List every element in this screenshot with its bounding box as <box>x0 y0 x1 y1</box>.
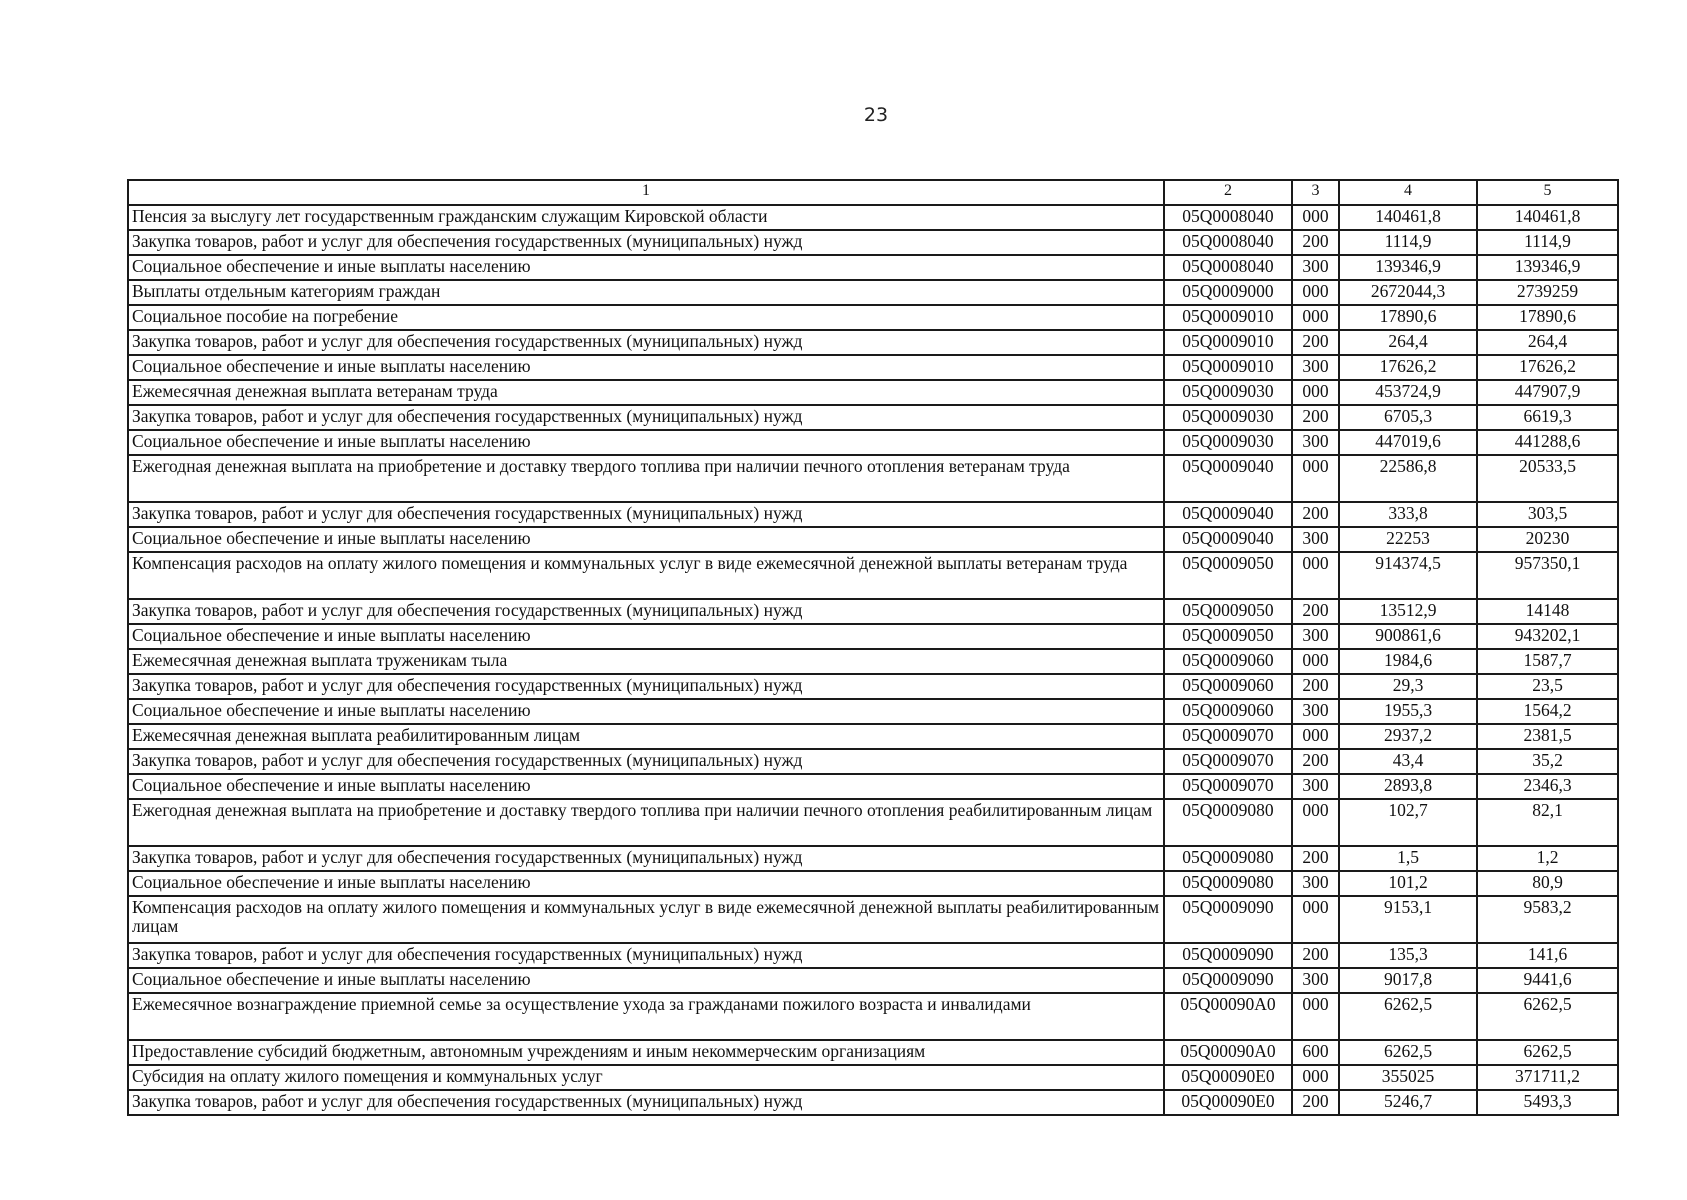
table-row <box>128 205 1618 230</box>
row-expense-type: 000 <box>1292 280 1339 305</box>
table-row <box>128 1065 1618 1090</box>
row-value-col4: 139346,9 <box>1339 255 1477 280</box>
row-expense-type: 000 <box>1292 455 1339 502</box>
table-row <box>128 527 1618 552</box>
row-name: Социальное обеспечение и иные выплаты населению <box>128 968 1164 993</box>
row-value-col5: 9583,2 <box>1477 896 1618 943</box>
row-value-col4: 1984,6 <box>1339 649 1477 674</box>
table-row <box>128 430 1618 455</box>
row-value-col5: 957350,1 <box>1477 552 1618 599</box>
row-code: 05Q00090E0 <box>1164 1065 1292 1090</box>
row-name: Социальное обеспечение и иные выплаты населению <box>128 527 1164 552</box>
table-row <box>128 455 1618 502</box>
row-value-col5: 17626,2 <box>1477 355 1618 380</box>
row-name: Закупка товаров, работ и услуг для обеспечения государственных (муниципальных) нужд <box>128 1090 1164 1115</box>
row-expense-type: 300 <box>1292 624 1339 649</box>
row-value-col4: 6262,5 <box>1339 1040 1477 1065</box>
table-row <box>128 305 1618 330</box>
row-value-col5: 2739259 <box>1477 280 1618 305</box>
row-value-col5: 1587,7 <box>1477 649 1618 674</box>
row-expense-type: 600 <box>1292 1040 1339 1065</box>
table-row <box>128 674 1618 699</box>
row-value-col5: 1,2 <box>1477 846 1618 871</box>
row-expense-type: 000 <box>1292 993 1339 1040</box>
row-expense-type: 200 <box>1292 1090 1339 1115</box>
row-value-col5: 5493,3 <box>1477 1090 1618 1115</box>
row-expense-type: 300 <box>1292 430 1339 455</box>
row-value-col4: 102,7 <box>1339 799 1477 846</box>
row-name: Выплаты отдельным категориям граждан <box>128 280 1164 305</box>
row-code: 05Q0009090 <box>1164 896 1292 943</box>
row-code: 05Q0009030 <box>1164 405 1292 430</box>
row-code: 05Q00090E0 <box>1164 1090 1292 1115</box>
row-expense-type: 000 <box>1292 305 1339 330</box>
row-value-col4: 447019,6 <box>1339 430 1477 455</box>
row-expense-type: 200 <box>1292 846 1339 871</box>
table-row <box>128 993 1618 1040</box>
table-row <box>128 280 1618 305</box>
row-value-col4: 29,3 <box>1339 674 1477 699</box>
row-name: Социальное обеспечение и иные выплаты населению <box>128 355 1164 380</box>
row-code: 05Q0009060 <box>1164 699 1292 724</box>
row-code: 05Q0009090 <box>1164 943 1292 968</box>
row-value-col4: 9017,8 <box>1339 968 1477 993</box>
row-value-col4: 6705,3 <box>1339 405 1477 430</box>
row-value-col4: 22586,8 <box>1339 455 1477 502</box>
header-col-1: 1 <box>128 180 1164 205</box>
row-name: Закупка товаров, работ и услуг для обеспечения государственных (муниципальных) нужд <box>128 846 1164 871</box>
row-value-col5: 141,6 <box>1477 943 1618 968</box>
header-col-3: 3 <box>1292 180 1339 205</box>
row-code: 05Q0009080 <box>1164 846 1292 871</box>
row-code: 05Q0009010 <box>1164 330 1292 355</box>
row-value-col4: 140461,8 <box>1339 205 1477 230</box>
row-code: 05Q0009070 <box>1164 774 1292 799</box>
row-code: 05Q0009090 <box>1164 968 1292 993</box>
row-expense-type: 200 <box>1292 749 1339 774</box>
row-value-col4: 2672044,3 <box>1339 280 1477 305</box>
row-value-col4: 453724,9 <box>1339 380 1477 405</box>
table-row <box>128 649 1618 674</box>
row-code: 05Q0009050 <box>1164 599 1292 624</box>
row-name: Компенсация расходов на оплату жилого помещения и коммунальных услуг в виде ежемесячной денежной выплаты ветеранам труда <box>128 552 1164 599</box>
table-row <box>128 1040 1618 1065</box>
row-code: 05Q0009080 <box>1164 871 1292 896</box>
page-number: 23 <box>863 104 889 126</box>
row-value-col4: 1955,3 <box>1339 699 1477 724</box>
row-expense-type: 000 <box>1292 205 1339 230</box>
row-code: 05Q0009050 <box>1164 552 1292 599</box>
table-row <box>128 502 1618 527</box>
row-value-col4: 5246,7 <box>1339 1090 1477 1115</box>
row-code: 05Q0009070 <box>1164 749 1292 774</box>
row-name: Социальное обеспечение и иные выплаты населению <box>128 774 1164 799</box>
row-expense-type: 200 <box>1292 943 1339 968</box>
row-code: 05Q0009060 <box>1164 674 1292 699</box>
row-expense-type: 300 <box>1292 699 1339 724</box>
table-row <box>128 230 1618 255</box>
table-row <box>128 380 1618 405</box>
table-row <box>128 846 1618 871</box>
row-value-col4: 9153,1 <box>1339 896 1477 943</box>
row-expense-type: 200 <box>1292 502 1339 527</box>
row-value-col4: 13512,9 <box>1339 599 1477 624</box>
row-value-col5: 14148 <box>1477 599 1618 624</box>
row-name: Социальное обеспечение и иные выплаты населению <box>128 255 1164 280</box>
row-value-col5: 82,1 <box>1477 799 1618 846</box>
row-name: Закупка товаров, работ и услуг для обеспечения государственных (муниципальных) нужд <box>128 674 1164 699</box>
row-code: 05Q0009080 <box>1164 799 1292 846</box>
row-code: 05Q0009050 <box>1164 624 1292 649</box>
row-name: Закупка товаров, работ и услуг для обеспечения государственных (муниципальных) нужд <box>128 599 1164 624</box>
row-name: Социальное обеспечение и иные выплаты населению <box>128 430 1164 455</box>
row-value-col4: 101,2 <box>1339 871 1477 896</box>
table-row <box>128 724 1618 749</box>
header-col-5: 5 <box>1477 180 1618 205</box>
row-name: Предоставление субсидий бюджетным, автономным учреждениям и иным некоммерческим организациям <box>128 1040 1164 1065</box>
row-name: Закупка товаров, работ и услуг для обеспечения государственных (муниципальных) нужд <box>128 330 1164 355</box>
row-name: Компенсация расходов на оплату жилого помещения и коммунальных услуг в виде ежемесячной денежной выплаты реабилитированным лицам <box>128 896 1164 943</box>
row-code: 05Q0008040 <box>1164 255 1292 280</box>
row-code: 05Q0009070 <box>1164 724 1292 749</box>
row-value-col4: 914374,5 <box>1339 552 1477 599</box>
row-name: Закупка товаров, работ и услуг для обеспечения государственных (муниципальных) нужд <box>128 502 1164 527</box>
row-value-col5: 35,2 <box>1477 749 1618 774</box>
row-code: 05Q0009040 <box>1164 527 1292 552</box>
header-col-4: 4 <box>1339 180 1477 205</box>
budget-table <box>127 179 1619 1116</box>
row-code: 05Q0009040 <box>1164 455 1292 502</box>
table-row <box>128 330 1618 355</box>
row-name: Ежемесячная денежная выплата ветеранам труда <box>128 380 1164 405</box>
table-row <box>128 255 1618 280</box>
table-row <box>128 1090 1618 1115</box>
row-value-col4: 2937,2 <box>1339 724 1477 749</box>
row-expense-type: 000 <box>1292 1065 1339 1090</box>
row-name: Социальное обеспечение и иные выплаты населению <box>128 699 1164 724</box>
table-row <box>128 774 1618 799</box>
row-name: Субсидия на оплату жилого помещения и коммунальных услуг <box>128 1065 1164 1090</box>
row-name: Ежегодная денежная выплата на приобретение и доставку твердого топлива при наличии печного отопления ветеранам труда <box>128 455 1164 502</box>
row-expense-type: 300 <box>1292 968 1339 993</box>
row-value-col5: 1564,2 <box>1477 699 1618 724</box>
row-value-col5: 23,5 <box>1477 674 1618 699</box>
table-row <box>128 799 1618 846</box>
row-value-col5: 139346,9 <box>1477 255 1618 280</box>
row-name: Закупка товаров, работ и услуг для обеспечения государственных (муниципальных) нужд <box>128 749 1164 774</box>
row-value-col4: 17626,2 <box>1339 355 1477 380</box>
row-value-col5: 2381,5 <box>1477 724 1618 749</box>
row-expense-type: 000 <box>1292 799 1339 846</box>
row-name: Пенсия за выслугу лет государственным гражданским служащим Кировской области <box>128 205 1164 230</box>
row-value-col5: 2346,3 <box>1477 774 1618 799</box>
row-value-col4: 2893,8 <box>1339 774 1477 799</box>
row-code: 05Q0008040 <box>1164 230 1292 255</box>
row-code: 05Q0009000 <box>1164 280 1292 305</box>
row-value-col5: 20230 <box>1477 527 1618 552</box>
row-value-col4: 900861,6 <box>1339 624 1477 649</box>
row-name: Ежегодная денежная выплата на приобретение и доставку твердого топлива при наличии печного отопления реабилитированным лицам <box>128 799 1164 846</box>
row-value-col5: 1114,9 <box>1477 230 1618 255</box>
table-row <box>128 624 1618 649</box>
row-value-col4: 264,4 <box>1339 330 1477 355</box>
row-expense-type: 000 <box>1292 724 1339 749</box>
row-expense-type: 200 <box>1292 405 1339 430</box>
table-row <box>128 749 1618 774</box>
row-name: Социальное пособие на погребение <box>128 305 1164 330</box>
row-code: 05Q0009040 <box>1164 502 1292 527</box>
row-expense-type: 200 <box>1292 599 1339 624</box>
row-value-col4: 355025 <box>1339 1065 1477 1090</box>
row-expense-type: 300 <box>1292 355 1339 380</box>
row-name: Ежемесячная денежная выплата реабилитированным лицам <box>128 724 1164 749</box>
row-value-col5: 9441,6 <box>1477 968 1618 993</box>
row-value-col4: 1,5 <box>1339 846 1477 871</box>
row-expense-type: 300 <box>1292 774 1339 799</box>
row-code: 05Q0009030 <box>1164 430 1292 455</box>
table-row <box>128 896 1618 943</box>
row-value-col5: 20533,5 <box>1477 455 1618 502</box>
row-value-col5: 447907,9 <box>1477 380 1618 405</box>
table-body <box>128 205 1618 1115</box>
row-expense-type: 300 <box>1292 871 1339 896</box>
row-name: Закупка товаров, работ и услуг для обеспечения государственных (муниципальных) нужд <box>128 405 1164 430</box>
table-row <box>128 599 1618 624</box>
table-header <box>128 180 1618 205</box>
table-row <box>128 699 1618 724</box>
row-name: Ежемесячное вознаграждение приемной семье за осуществление ухода за гражданами пожилого возраста и инвалидами <box>128 993 1164 1040</box>
row-name: Ежемесячная денежная выплата труженикам тыла <box>128 649 1164 674</box>
row-code: 05Q0008040 <box>1164 205 1292 230</box>
row-value-col5: 371711,2 <box>1477 1065 1618 1090</box>
header-col-2: 2 <box>1164 180 1292 205</box>
row-value-col5: 303,5 <box>1477 502 1618 527</box>
table-row <box>128 871 1618 896</box>
row-value-col4: 22253 <box>1339 527 1477 552</box>
row-name: Закупка товаров, работ и услуг для обеспечения государственных (муниципальных) нужд <box>128 943 1164 968</box>
row-value-col5: 264,4 <box>1477 330 1618 355</box>
table-row <box>128 552 1618 599</box>
row-code: 05Q00090A0 <box>1164 993 1292 1040</box>
row-expense-type: 300 <box>1292 527 1339 552</box>
row-expense-type: 000 <box>1292 552 1339 599</box>
row-value-col4: 135,3 <box>1339 943 1477 968</box>
row-code: 05Q0009010 <box>1164 355 1292 380</box>
row-code: 05Q0009010 <box>1164 305 1292 330</box>
table-row <box>128 405 1618 430</box>
row-expense-type: 200 <box>1292 330 1339 355</box>
row-value-col5: 80,9 <box>1477 871 1618 896</box>
row-expense-type: 000 <box>1292 649 1339 674</box>
header-row <box>128 180 1618 205</box>
row-value-col4: 6262,5 <box>1339 993 1477 1040</box>
table-row <box>128 968 1618 993</box>
row-value-col5: 6619,3 <box>1477 405 1618 430</box>
row-value-col4: 1114,9 <box>1339 230 1477 255</box>
row-value-col5: 6262,5 <box>1477 1040 1618 1065</box>
row-value-col5: 441288,6 <box>1477 430 1618 455</box>
row-value-col5: 6262,5 <box>1477 993 1618 1040</box>
row-expense-type: 200 <box>1292 674 1339 699</box>
row-code: 05Q0009030 <box>1164 380 1292 405</box>
row-code: 05Q0009060 <box>1164 649 1292 674</box>
row-expense-type: 000 <box>1292 380 1339 405</box>
row-code: 05Q00090A0 <box>1164 1040 1292 1065</box>
row-value-col4: 43,4 <box>1339 749 1477 774</box>
row-expense-type: 200 <box>1292 230 1339 255</box>
row-value-col5: 943202,1 <box>1477 624 1618 649</box>
row-value-col4: 333,8 <box>1339 502 1477 527</box>
table-row <box>128 355 1618 380</box>
row-value-col4: 17890,6 <box>1339 305 1477 330</box>
row-name: Закупка товаров, работ и услуг для обеспечения государственных (муниципальных) нужд <box>128 230 1164 255</box>
row-expense-type: 000 <box>1292 896 1339 943</box>
row-value-col5: 140461,8 <box>1477 205 1618 230</box>
row-value-col5: 17890,6 <box>1477 305 1618 330</box>
row-name: Социальное обеспечение и иные выплаты населению <box>128 871 1164 896</box>
table-row <box>128 943 1618 968</box>
row-name: Социальное обеспечение и иные выплаты населению <box>128 624 1164 649</box>
row-expense-type: 300 <box>1292 255 1339 280</box>
